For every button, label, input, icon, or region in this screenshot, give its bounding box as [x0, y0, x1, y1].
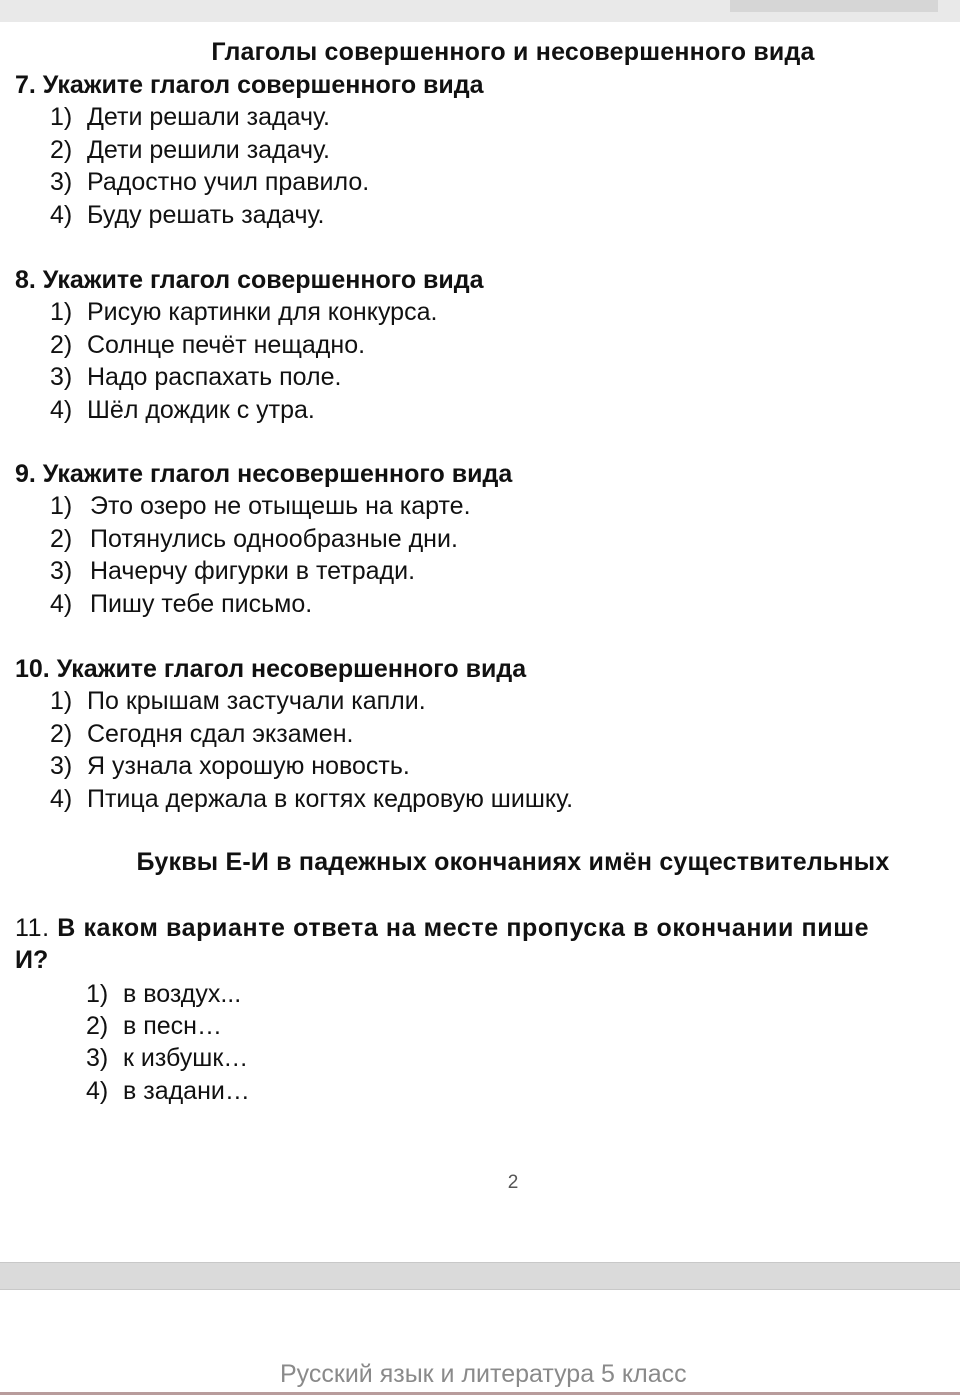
- question-7-option-1: 1) Дети решали задачу.: [50, 103, 330, 131]
- question-9-title: 9. Укажите глагол несовершенного вида: [15, 460, 513, 488]
- question-10-option-4: 4) Птица держала в когтях кедровую шишку.: [50, 785, 574, 813]
- question-9-option-2: 2) Потянулись однообразные дни.: [50, 525, 458, 553]
- question-10-title: 10. Укажите глагол несовершенного вида: [15, 655, 527, 683]
- question-11-option-2: 2) в песн…: [86, 1012, 222, 1040]
- question-11-option-4: 4) в задани…: [86, 1077, 250, 1105]
- question-11-title: [15, 914, 869, 943]
- question-8-option-4: 4) Шёл дождик с утра.: [50, 396, 315, 424]
- question-8-option-2: 2) Солнце печёт нещадно.: [50, 331, 366, 359]
- toolbar-tab[interactable]: [730, 0, 938, 12]
- question-7-option-3: 3) Радостно учил правило.: [50, 168, 370, 196]
- section-title-verbs: Глаголы совершенного и несовершенного вида: [211, 38, 815, 66]
- question-11-text: В каком варианте ответа на месте пропуска в окончании пише: [57, 914, 870, 942]
- question-11-title-continued: И?: [15, 946, 49, 974]
- footer-rule: [0, 1392, 960, 1395]
- question-7-option-2: 2) Дети решили задачу.: [50, 136, 330, 164]
- question-10-option-1: 1) По крышам застучали капли.: [50, 687, 426, 715]
- question-11-number: 11.: [15, 914, 50, 942]
- question-9-option-3: 3) Начерчу фигурки в тетради.: [50, 557, 416, 585]
- question-11-option-1: 1) в воздух...: [86, 980, 242, 1008]
- question-7-title: 7. Укажите глагол совершенного вида: [15, 71, 484, 99]
- question-8-option-3: 3) Надо распахать поле.: [50, 363, 342, 391]
- question-7-option-4: 4) Буду решать задачу.: [50, 201, 325, 229]
- question-11-option-3: 3) к избушк…: [86, 1044, 249, 1072]
- top-toolbar-strip: [0, 0, 960, 23]
- question-9-option-4: 4) Пишу тебе письмо.: [50, 590, 313, 618]
- question-10-option-2: 2) Сегодня сдал экзамен.: [50, 720, 354, 748]
- question-10-option-3: 3) Я узнала хорошую новость.: [50, 752, 410, 780]
- document-page: [0, 22, 960, 1262]
- question-8-option-1: 1) Рисую картинки для конкурса.: [50, 298, 438, 326]
- page-separator: [0, 1262, 960, 1290]
- page-footer-title: Русский язык и литература 5 класс: [280, 1360, 687, 1388]
- page-number: 2: [507, 1172, 519, 1193]
- question-8-title: 8. Укажите глагол совершенного вида: [15, 266, 484, 294]
- section-title-endings: Буквы Е-И в падежных окончаниях имён существительных: [136, 848, 890, 876]
- question-9-option-1: 1) Это озеро не отыщешь на карте.: [50, 492, 471, 520]
